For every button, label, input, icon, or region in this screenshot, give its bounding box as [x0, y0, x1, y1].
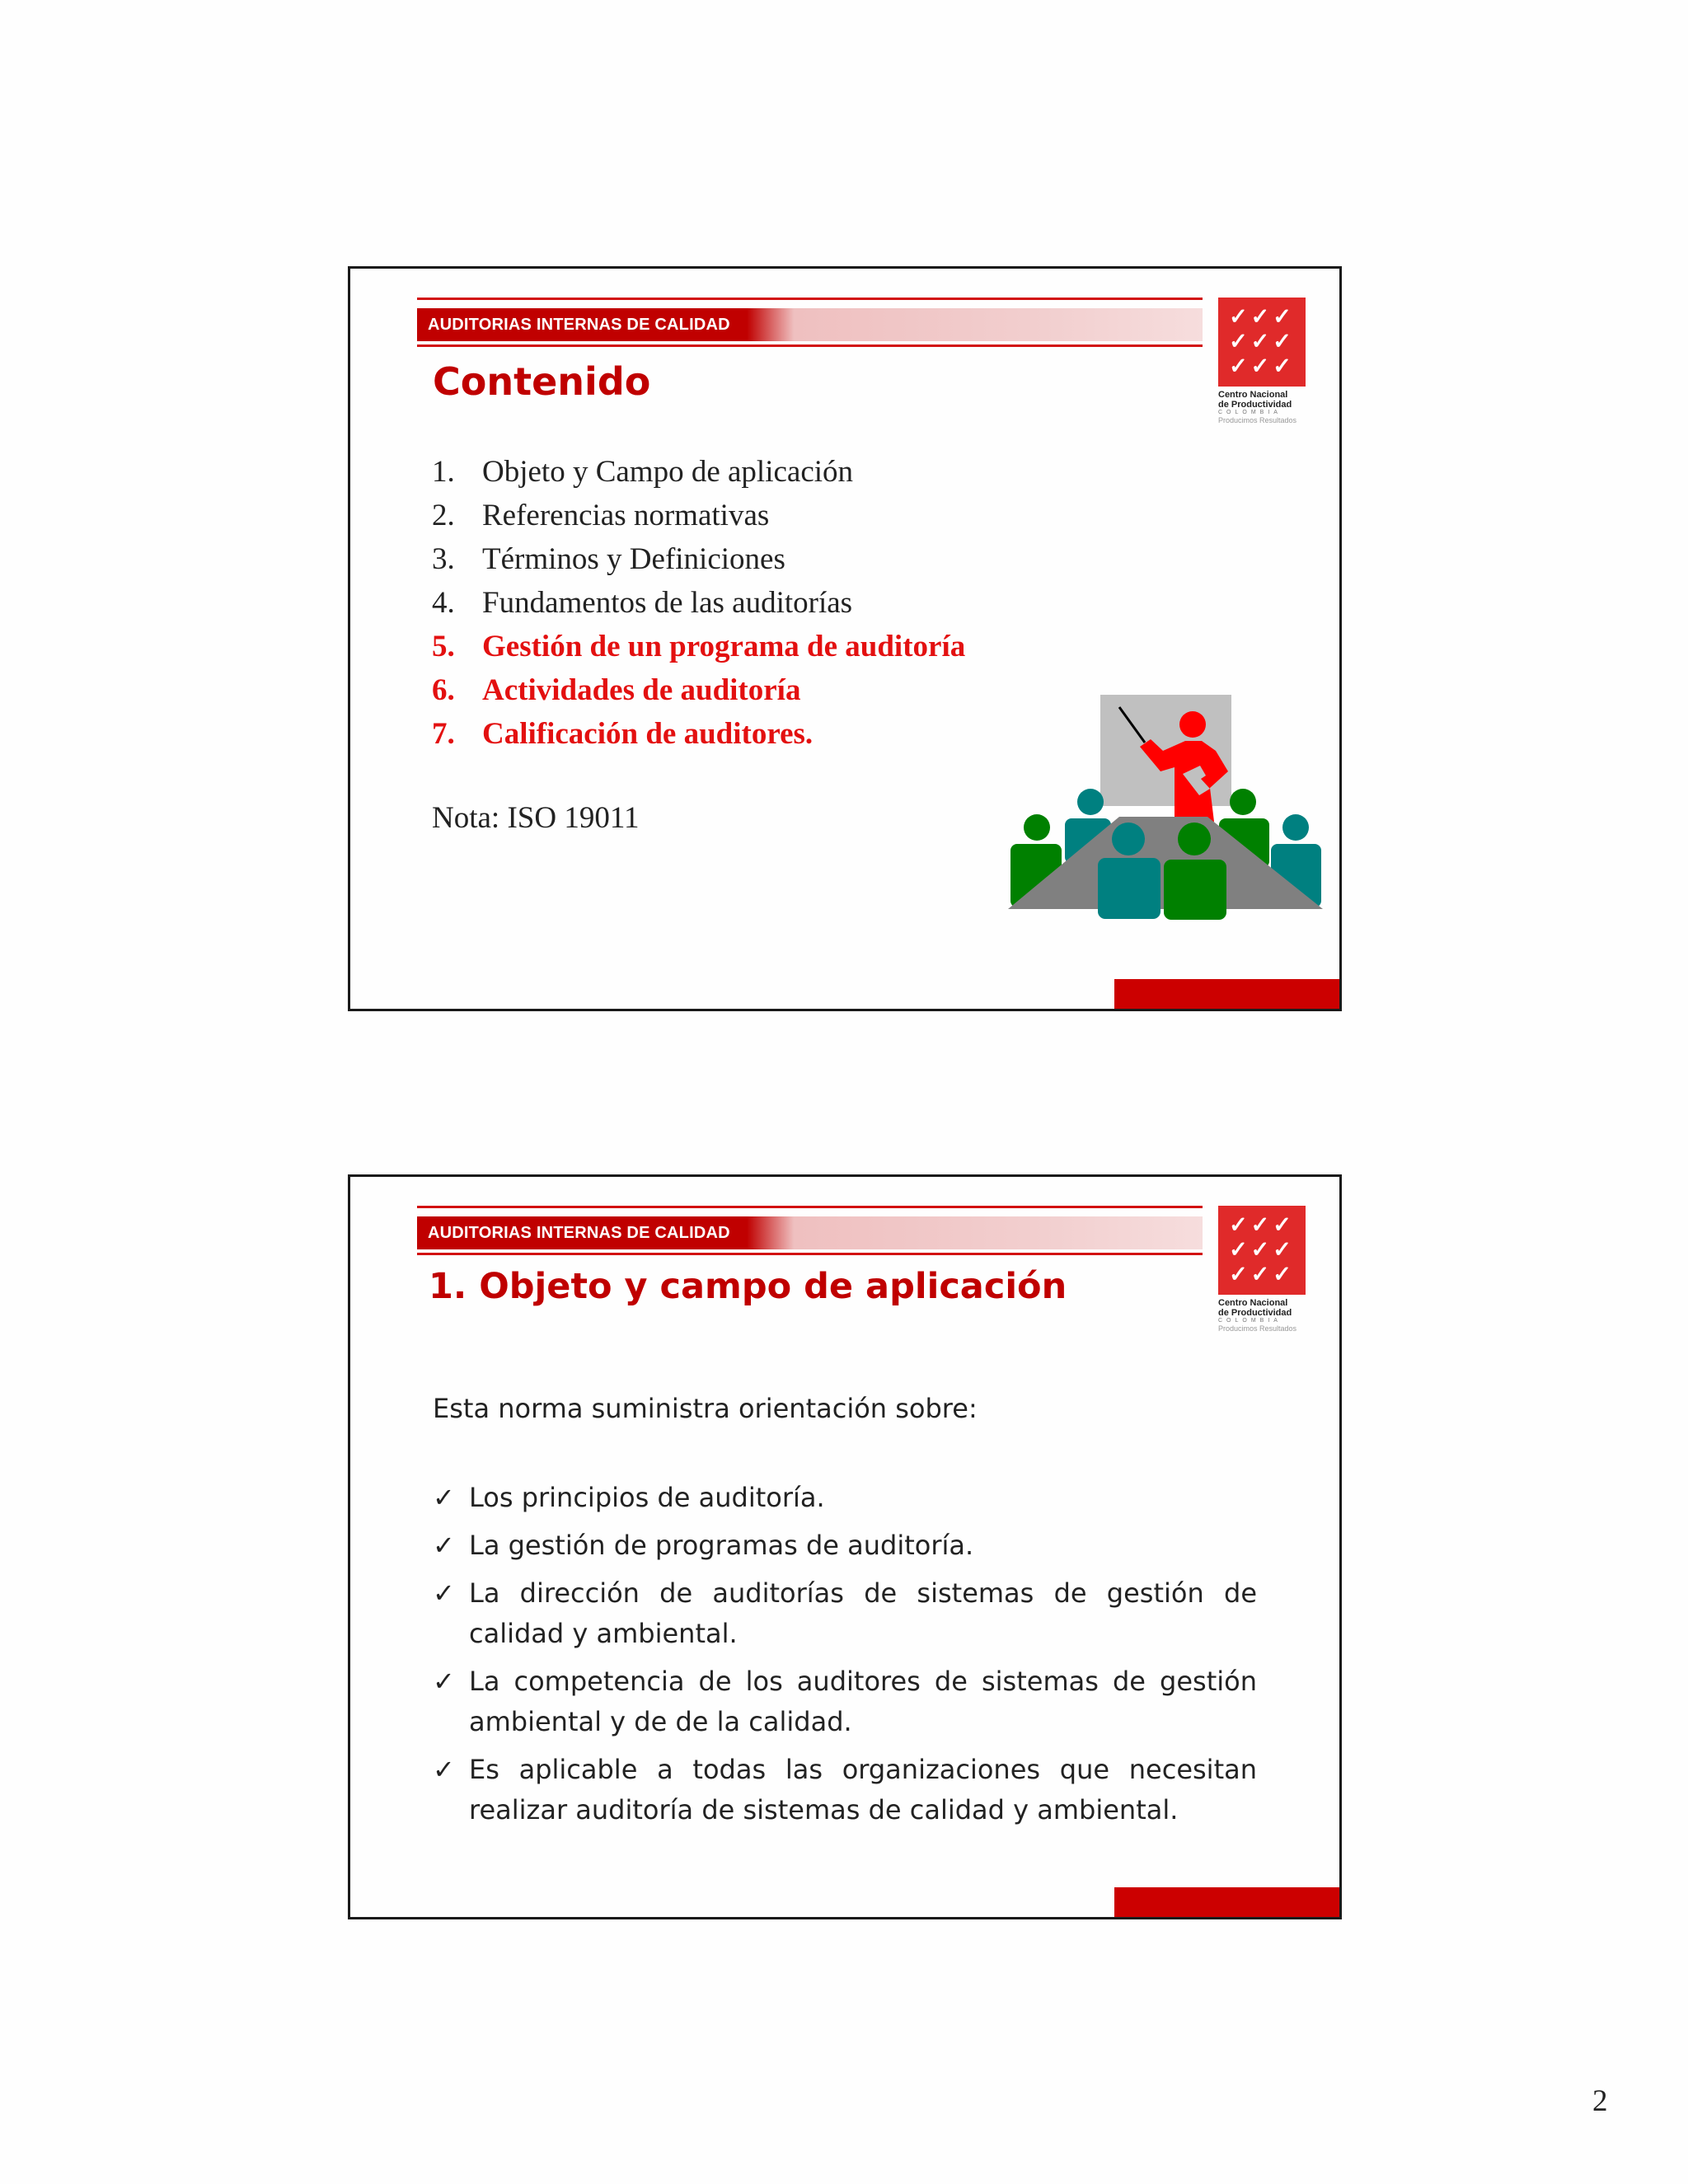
logo-country: COLOMBIA [1218, 410, 1282, 415]
note: Nota: ISO 19011 [432, 801, 640, 835]
header-bottom-rule [417, 1253, 1203, 1255]
checkmark-icon: ✓ [433, 1482, 455, 1513]
slide-title: 1. Objeto y campo de aplicación [429, 1266, 1067, 1307]
bullet-item [433, 1573, 1257, 1654]
item-text: Términos y Definiciones [482, 542, 785, 576]
item-text: Actividades de auditoría [482, 673, 801, 707]
bullet-item [433, 1661, 1257, 1742]
logo-checkmarks-icon: ✓✓✓ ✓✓✓ ✓✓✓ [1218, 298, 1306, 387]
logo-tagline: Producimos Resultados [1218, 1324, 1297, 1333]
item-number: 3. [432, 542, 455, 576]
checkmark-icon: ✓ [433, 1754, 455, 1785]
contents-item [432, 494, 965, 537]
slide-title: Contenido [433, 359, 651, 404]
logo-tagline: Producimos Resultados [1218, 416, 1297, 424]
item-number: 4. [432, 586, 455, 620]
checkmark-icon: ✓ [433, 1577, 455, 1609]
bullet-list [433, 1478, 1257, 1838]
page-number: 2 [1592, 2084, 1608, 2118]
footer-bar [1114, 1887, 1339, 1917]
header-top-rule [417, 298, 1203, 300]
contents-item [432, 450, 965, 494]
bullet-item [433, 1526, 1257, 1566]
item-number: 1. [432, 455, 455, 489]
item-number: 5. [432, 630, 455, 663]
logo-country: COLOMBIA [1218, 1318, 1282, 1324]
slide-contenido [348, 266, 1342, 1011]
contents-item [432, 537, 965, 581]
item-number: 2. [432, 499, 455, 532]
item-text: Calificación de auditores. [482, 717, 814, 751]
bullet-item [433, 1750, 1257, 1830]
header-bottom-rule [417, 344, 1203, 347]
bullet-text: La gestión de programas de auditoría. [469, 1530, 974, 1561]
item-number: 7. [432, 717, 455, 751]
logo-name: Centro Nacional de Productividad [1218, 1298, 1292, 1318]
checkmark-icon: ✓ [433, 1666, 455, 1697]
header-label: AUDITORIAS INTERNAS DE CALIDAD [428, 1224, 730, 1242]
audience [1008, 789, 1323, 920]
checkmark-icon: ✓ [433, 1530, 455, 1561]
presenter-meeting-icon [1000, 685, 1329, 932]
cnp-logo [1218, 1206, 1306, 1333]
footer-bar [1114, 979, 1339, 1009]
intro-text: Esta norma suministra orientación sobre: [433, 1393, 978, 1424]
contents-item [432, 625, 965, 668]
bullet-text: La competencia de los auditores de sistemas de gestión ambiental y de de la calidad. [469, 1666, 1257, 1737]
logo-name: Centro Nacional de Productividad [1218, 390, 1292, 410]
contents-item [432, 668, 965, 712]
header-label: AUDITORIAS INTERNAS DE CALIDAD [428, 316, 730, 334]
header-bar [417, 1216, 1203, 1249]
logo-checkmarks-icon: ✓✓✓ ✓✓✓ ✓✓✓ [1218, 1206, 1306, 1295]
item-text: Gestión de un programa de auditoría [482, 630, 966, 663]
item-number: 6. [432, 673, 455, 707]
contents-list [432, 450, 965, 756]
bullet-text: Los principios de auditoría. [469, 1482, 825, 1513]
cnp-logo [1218, 298, 1306, 424]
item-text: Fundamentos de las auditorías [482, 586, 853, 620]
slide-objeto [348, 1174, 1342, 1919]
bullet-item [433, 1478, 1257, 1518]
item-text: Objeto y Campo de aplicación [482, 455, 854, 489]
item-text: Referencias normativas [482, 499, 770, 532]
contents-item [432, 712, 965, 756]
header-top-rule [417, 1206, 1203, 1208]
header-bar [417, 308, 1203, 341]
bullet-text: La dirección de auditorías de sistemas de gestión de calidad y ambiental. [469, 1577, 1257, 1649]
contents-item [432, 581, 965, 625]
bullet-text: Es aplicable a todas las organizaciones que necesitan realizar auditoría de sistemas de calidad y ambiental. [469, 1754, 1257, 1825]
